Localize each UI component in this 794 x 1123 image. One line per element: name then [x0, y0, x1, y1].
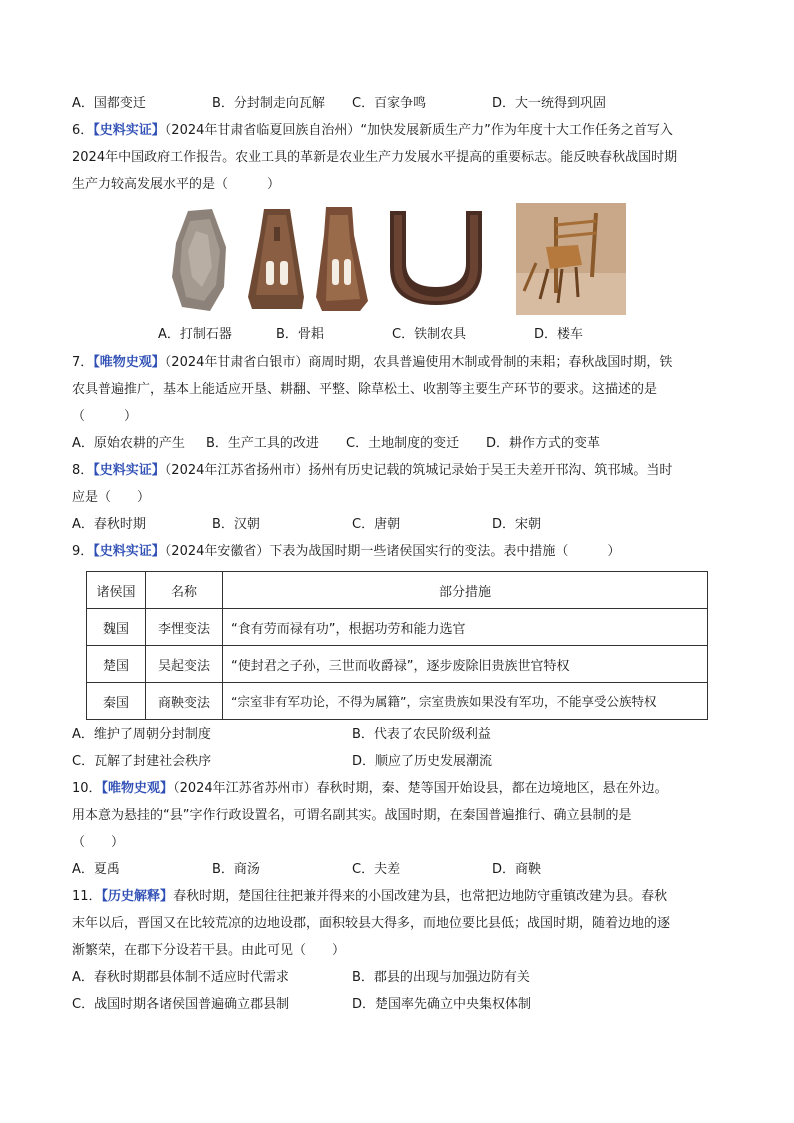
bone-spade-image-1	[244, 205, 310, 313]
q10-option-d[interactable]: D．商鞅	[492, 862, 542, 877]
q6-stem-line2: 2024年中国政府工作报告。农业工具的革新是农业生产力发展水平提高的重要标志。能反映春秋战国时期	[72, 150, 678, 165]
q6-stem-line3: 生产力较高发展水平的是（ ）	[72, 177, 281, 192]
q10-tag: 【唯物史观】	[101, 781, 174, 796]
table-cell: “使封君之子孙，三世而收爵禄”，逐步废除旧贵族世官特权	[223, 646, 708, 683]
q11-number: 11．	[72, 889, 102, 904]
q10-stem-line2: 用本意为悬挂的“县”字作行政设置名，可谓名副其实。战国时期，在秦国普遍推行、确立县制的是	[72, 808, 632, 823]
q7-text1: （2024年甘肃省白银市）商周时期，农具普遍使用木制或骨制的耒耜；春秋战国时期，铁	[164, 355, 673, 370]
q8-option-b[interactable]: B．汉朝	[212, 517, 260, 532]
table-header-cell: 名称	[146, 572, 223, 609]
q7-option-b[interactable]: B．生产工具的改进	[206, 436, 319, 451]
q5-option-b[interactable]: B．分封制走向瓦解	[212, 96, 325, 111]
iron-tool-image	[384, 207, 488, 307]
q10-number: 10．	[72, 781, 102, 796]
q6-caption-c[interactable]: C．铁制农具	[392, 327, 467, 342]
table-row	[87, 646, 708, 683]
table-cell: “食有劳而禄有功”，根据功劳和能力选官	[223, 609, 708, 646]
table-row	[87, 609, 708, 646]
q11-stem-line2: 末年以后，晋国又在比较荒凉的边地设郡，面积较县大得多，而地位要比县低；战国时期，随着边地的逐	[72, 916, 671, 931]
q11-option-d[interactable]: D．楚国率先确立中央集权体制	[352, 997, 532, 1012]
table-cell: 李悝变法	[146, 609, 223, 646]
q11-option-a[interactable]: A．春秋时期郡县体制不适应时代需求	[72, 970, 289, 985]
bone-spade-image-2	[312, 205, 374, 313]
q5-option-a[interactable]: A．国都变迁	[72, 96, 146, 111]
table-cell: “宗室非有军功论，不得为属籍”，宗室贵族如果没有军功，不能享受公族特权	[223, 683, 708, 720]
table-header-cell: 诸侯国	[87, 572, 146, 609]
table-cell: 商鞅变法	[146, 683, 223, 720]
q6-caption-b[interactable]: B．骨耜	[276, 327, 324, 342]
q6-number: 6．	[72, 123, 94, 138]
q10-stem-line1	[72, 780, 668, 798]
q9-option-b[interactable]: B．代表了农民阶级利益	[352, 727, 491, 742]
table-header-row	[87, 572, 708, 609]
table-header-cell: 部分措施	[223, 572, 708, 609]
q9-tag: 【史料实证】	[93, 544, 165, 559]
table-cell: 吴起变法	[146, 646, 223, 683]
q9-number: 9．	[72, 544, 94, 559]
table-cell: 魏国	[87, 609, 146, 646]
q8-option-d[interactable]: D．宋朝	[492, 517, 542, 532]
q10-option-b[interactable]: B．商汤	[212, 862, 260, 877]
q8-stem-line2: 应是（ ）	[72, 490, 151, 505]
q7-number: 7．	[72, 355, 94, 370]
q6-caption-a[interactable]: A．打制石器	[158, 327, 232, 342]
q7-stem-line2: 农具普遍推广，基本上能适应开垦、耕翻、平整、除草松土、收割等主要生产环节的要求。这描述的是	[72, 382, 658, 397]
q11-stem-line1	[72, 888, 667, 906]
q5-option-d[interactable]: D．大一统得到巩固	[492, 96, 607, 111]
stone-tool-image	[168, 207, 230, 313]
q11-stem-line3: 渐繁荣，在郡下分设若干县。由此可见（ ）	[72, 943, 346, 958]
seed-drill-image	[516, 203, 626, 315]
q10-option-c[interactable]: C．夫差	[352, 862, 401, 877]
q6-caption-d[interactable]: D．楼车	[534, 327, 584, 342]
q9-option-d[interactable]: D．顺应了历史发展潮流	[352, 754, 493, 769]
table-cell: 楚国	[87, 646, 146, 683]
q8-stem-line1	[72, 462, 672, 480]
table-cell: 秦国	[87, 683, 146, 720]
q6-text1: （2024年甘肃省临夏回族自治州）“加快发展新质生产力”作为年度十大工作任务之首写入	[164, 123, 673, 138]
q7-option-c[interactable]: C．土地制度的变迁	[346, 436, 460, 451]
q11-option-b[interactable]: B．郡县的出现与加强边防有关	[352, 970, 530, 985]
q11-option-c[interactable]: C．战国时期各诸侯国普遍确立郡县制	[72, 997, 290, 1012]
q6-images	[0, 203, 794, 315]
q9-text1: （2024年安徽省）下表为战国时期一些诸侯国实行的变法。表中措施（ ）	[164, 544, 621, 559]
q8-tag: 【史料实证】	[93, 463, 165, 478]
q6-stem-line1	[72, 122, 673, 140]
q8-number: 8．	[72, 463, 94, 478]
table-row	[87, 683, 708, 720]
q7-stem-line1	[72, 354, 672, 372]
q10-option-a[interactable]: A．夏禹	[72, 862, 120, 877]
reform-table	[86, 571, 708, 720]
q7-option-a[interactable]: A．原始农耕的产生	[72, 436, 185, 451]
q10-stem-line3: （ ）	[72, 835, 125, 850]
q7-tag: 【唯物史观】	[93, 355, 165, 370]
q7-stem-line3: （ ）	[72, 409, 138, 424]
q8-option-c[interactable]: C．唐朝	[352, 517, 401, 532]
q11-text1: 春秋时期，楚国往往把兼并得来的小国改建为县，也常把边地防守重镇改建为县。春秋	[173, 889, 668, 904]
q8-text1: （2024年江苏省扬州市）扬州有历史记载的筑城记录始于吴王夫差开邗沟、筑邗城。当时	[164, 463, 673, 478]
q8-option-a[interactable]: A．春秋时期	[72, 517, 146, 532]
q11-tag: 【历史解释】	[101, 889, 174, 904]
q5-option-c[interactable]: C．百家争鸣	[352, 96, 427, 111]
q9-option-c[interactable]: C．瓦解了封建社会秩序	[72, 754, 212, 769]
q9-stem-line1	[72, 543, 620, 561]
q10-text1: （2024年江苏省苏州市）春秋时期，秦、楚等国开始设县，都在边境地区，悬在外边。	[173, 781, 668, 796]
q7-option-d[interactable]: D．耕作方式的变革	[486, 436, 601, 451]
q6-tag: 【史料实证】	[93, 123, 165, 138]
q9-option-a[interactable]: A．维护了周朝分封制度	[72, 727, 211, 742]
